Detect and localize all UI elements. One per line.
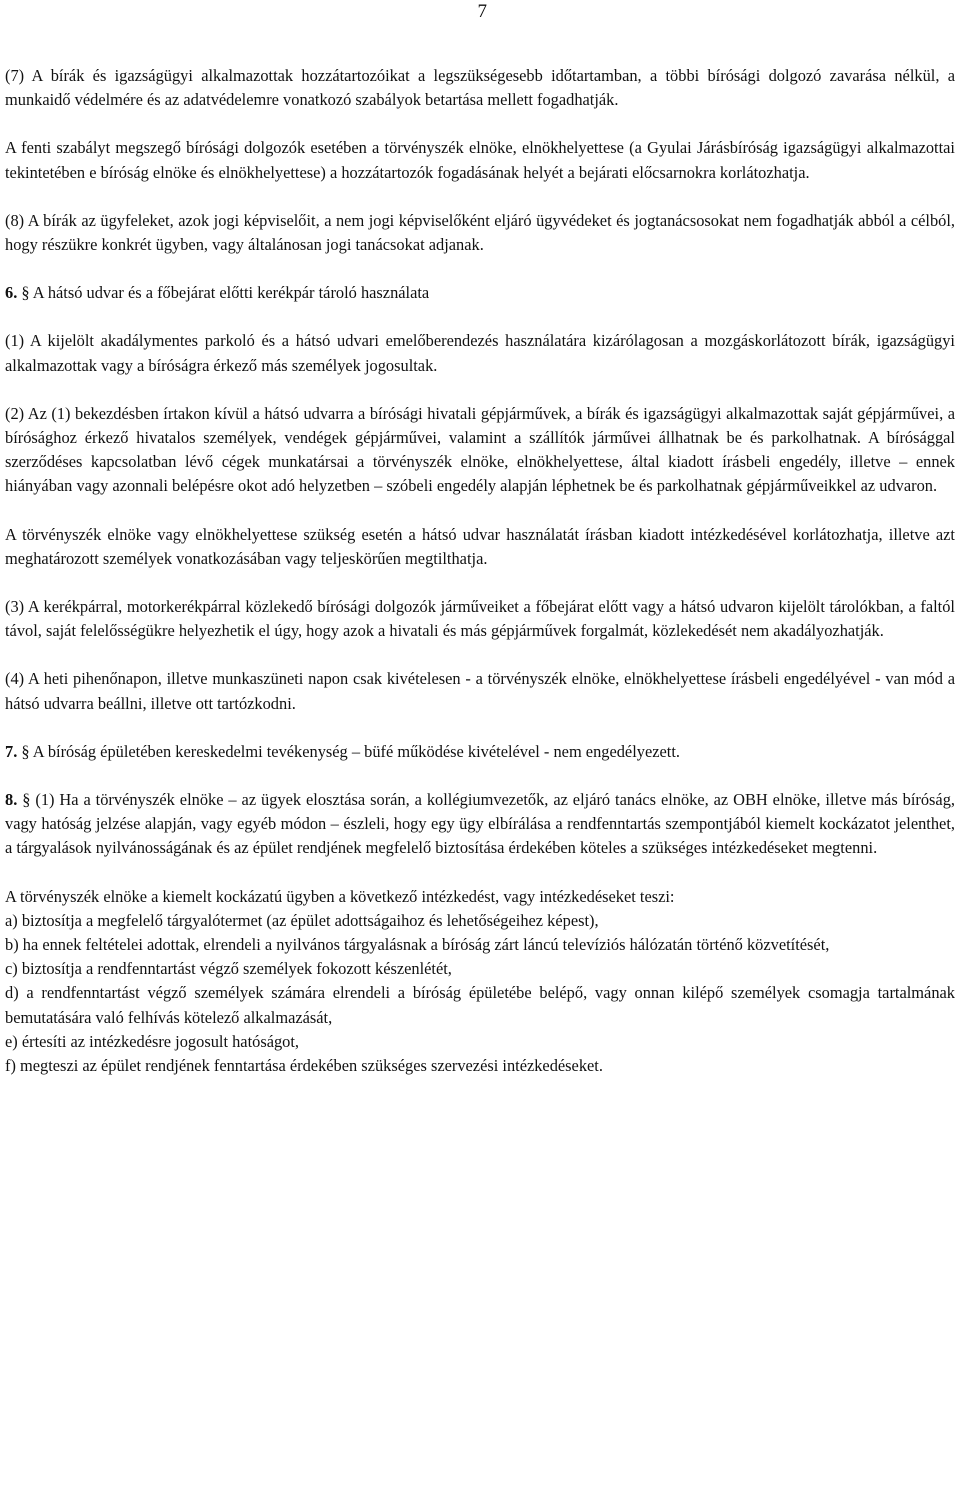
section-6-sign: § [21,283,30,303]
section-6-paragraph-2-addendum: A törvényszék elnöke vagy elnökhelyettese szükség esetén a hátsó udvar használatát írásban kiadott intézkedésével korlátozhatja, illetve azt meghatározott személyek vonatkozásában vagy teljeskörűen megtilthatja. [5,524,955,568]
section-6-number: 6. [5,283,18,303]
section-6-paragraph-2: (2) Az (1) bekezdésben írtakon kívül a hátsó udvarra a bírósági hivatali gépjárművek, a bírák és igazságügyi alkalmazottak saját gépjárművei, a bírósághoz érkező hivatalos személyek, vendégek gépjárművei, valamint a szállítók járművei állhatnak be és parkolhatnak. A bírósággal szerződéses kapcsolatban lévő cégek munkatársai a törvényszék elnöke, elnökhelyettese, által kiadott írásbeli engedély, illetve – ennek hiányában vagy azonnali belépésre okot adó helyzetben – szóbeli engedély alapján léphetnek be és parkolhatnak gépjárműveikkel az udvaron. [5,403,955,496]
paragraph-7: (7) A bírák és igazságügyi alkalmazottak hozzátartozóikat a legszükségesebb időtartamban, a többi bírósági dolgozó zavarása nélkül, a munkaidő védelmére és az adatvédelemre vonatkozó szabályok betartása mellett fogadhatják. [5,66,955,110]
section-7-text: A bíróság épületében kereskedelmi tevékenység – büfé működése kivételével - nem engedélyezett. [29,741,680,761]
section-7 [5,740,955,764]
section-7-number: 7. [5,741,18,761]
section-8-text: (1) Ha a törvényszék elnöke – az ügyek elosztása során, a kollégiumvezetők, az eljáró tanács elnöke, az OBH elnöke, illetve más bíróság, vagy hatóság jelzése alapján, vagy egyéb módon – észleli, hogy egy ügy elbírálása a rendfenntartás szempontjából kiemelt kockázatot jelenthet, a tárgyalások nyilvánosságának és az épület rendjének megfelelő biztosítása érdekében köteles a szükséges intézkedéseket megtenni. [5,790,955,858]
section-8-number: 8. [5,790,18,810]
list-item-b: b) ha ennek feltételei adottak, elrendeli a nyilvános tárgyalásnak a bíróság zárt láncú televíziós hálózatán történő közvetítését, [5,935,830,955]
section-8-sign: § [22,790,31,810]
paragraph-7-addendum: A fenti szabályt megszegő bírósági dolgozók esetében a törvényszék elnöke, elnökhelyettese (a Gyulai Járásbíróság igazságügyi alkalmazottai tekintetében e bíróság elnöke és elnökhelyettese) a hozzátartozók fogadásának helyét a bejárati előcsarnokra korlátozhatja. [5,138,955,182]
section-6-paragraph-4: (4) A heti pihenőnapon, illetve munkaszüneti napon csak kivételesen - a törvényszék elnöke, elnökhelyettese írásbeli engedélyével - van mód a hátsó udvarra beállni, illetve ott tartózkodni. [5,669,955,713]
list-item-e: e) értesíti az intézkedésre jogosult hatóságot, [5,1031,300,1051]
list-item-c: c) biztosítja a rendfenntartást végző személyek fokozott készenlétét, [5,959,452,979]
section-6-heading [5,281,955,305]
section-6-paragraph-3: (3) A kerékpárral, motorkerékpárral közlekedő bírósági dolgozók járműveiket a főbejárat előtt vagy a hátsó udvaron kijelölt tárolókban, a faltól távol, saját felelősségükre helyezhetik el úgy, hogy azok a hivatali és más gépjárművek forgalmát, közlekedését nem akadályozhatják. [5,597,955,641]
paragraph-8: (8) A bírák az ügyfeleket, azok jogi képviselőit, a nem jogi képviselőként eljáró ügyvédeket és jogtanácsosokat nem fogadhatják abból a célból, hogy részükre konkrét ügyben, vagy általánosan jogi tanácsokat adjanak. [5,210,955,255]
list-item-d: d) a rendfenntartást végző személyek számára elrendeli a bíróság épületébe belépő, vagy onnan kilépő személyek csomagja tartalmának bemutatására való felhívás kötelező alkalmazását, [5,983,955,1027]
page-number: 7 [477,1,487,22]
document-body [5,64,955,1078]
list-item-a: a) biztosítja a megfelelő tárgyalótermet (az épület adottságaihoz és lehetőségeihez képest), [5,910,599,930]
list-item-f: f) megteszi az épület rendjének fenntartása érdekében szükséges szervezési intézkedéseket. [5,1056,603,1076]
section-8-intro: A törvényszék elnöke a kiemelt kockázatú ügyben a következő intézkedést, vagy intézkedéseket teszi: [5,886,675,906]
section-8 [5,788,955,861]
section-6-title: A hátsó udvar és a főbejárat előtti kerékpár tároló használata [29,283,430,303]
section-6-paragraph-1: (1) A kijelölt akadálymentes parkoló és a hátsó udvari emelőberendezés használatára kizárólagosan a mozgáskorlátozott bírák, igazságügyi alkalmazottak vagy a bíróságra érkező más személyek jogosultak. [5,331,955,375]
section-7-sign: § [21,741,30,761]
